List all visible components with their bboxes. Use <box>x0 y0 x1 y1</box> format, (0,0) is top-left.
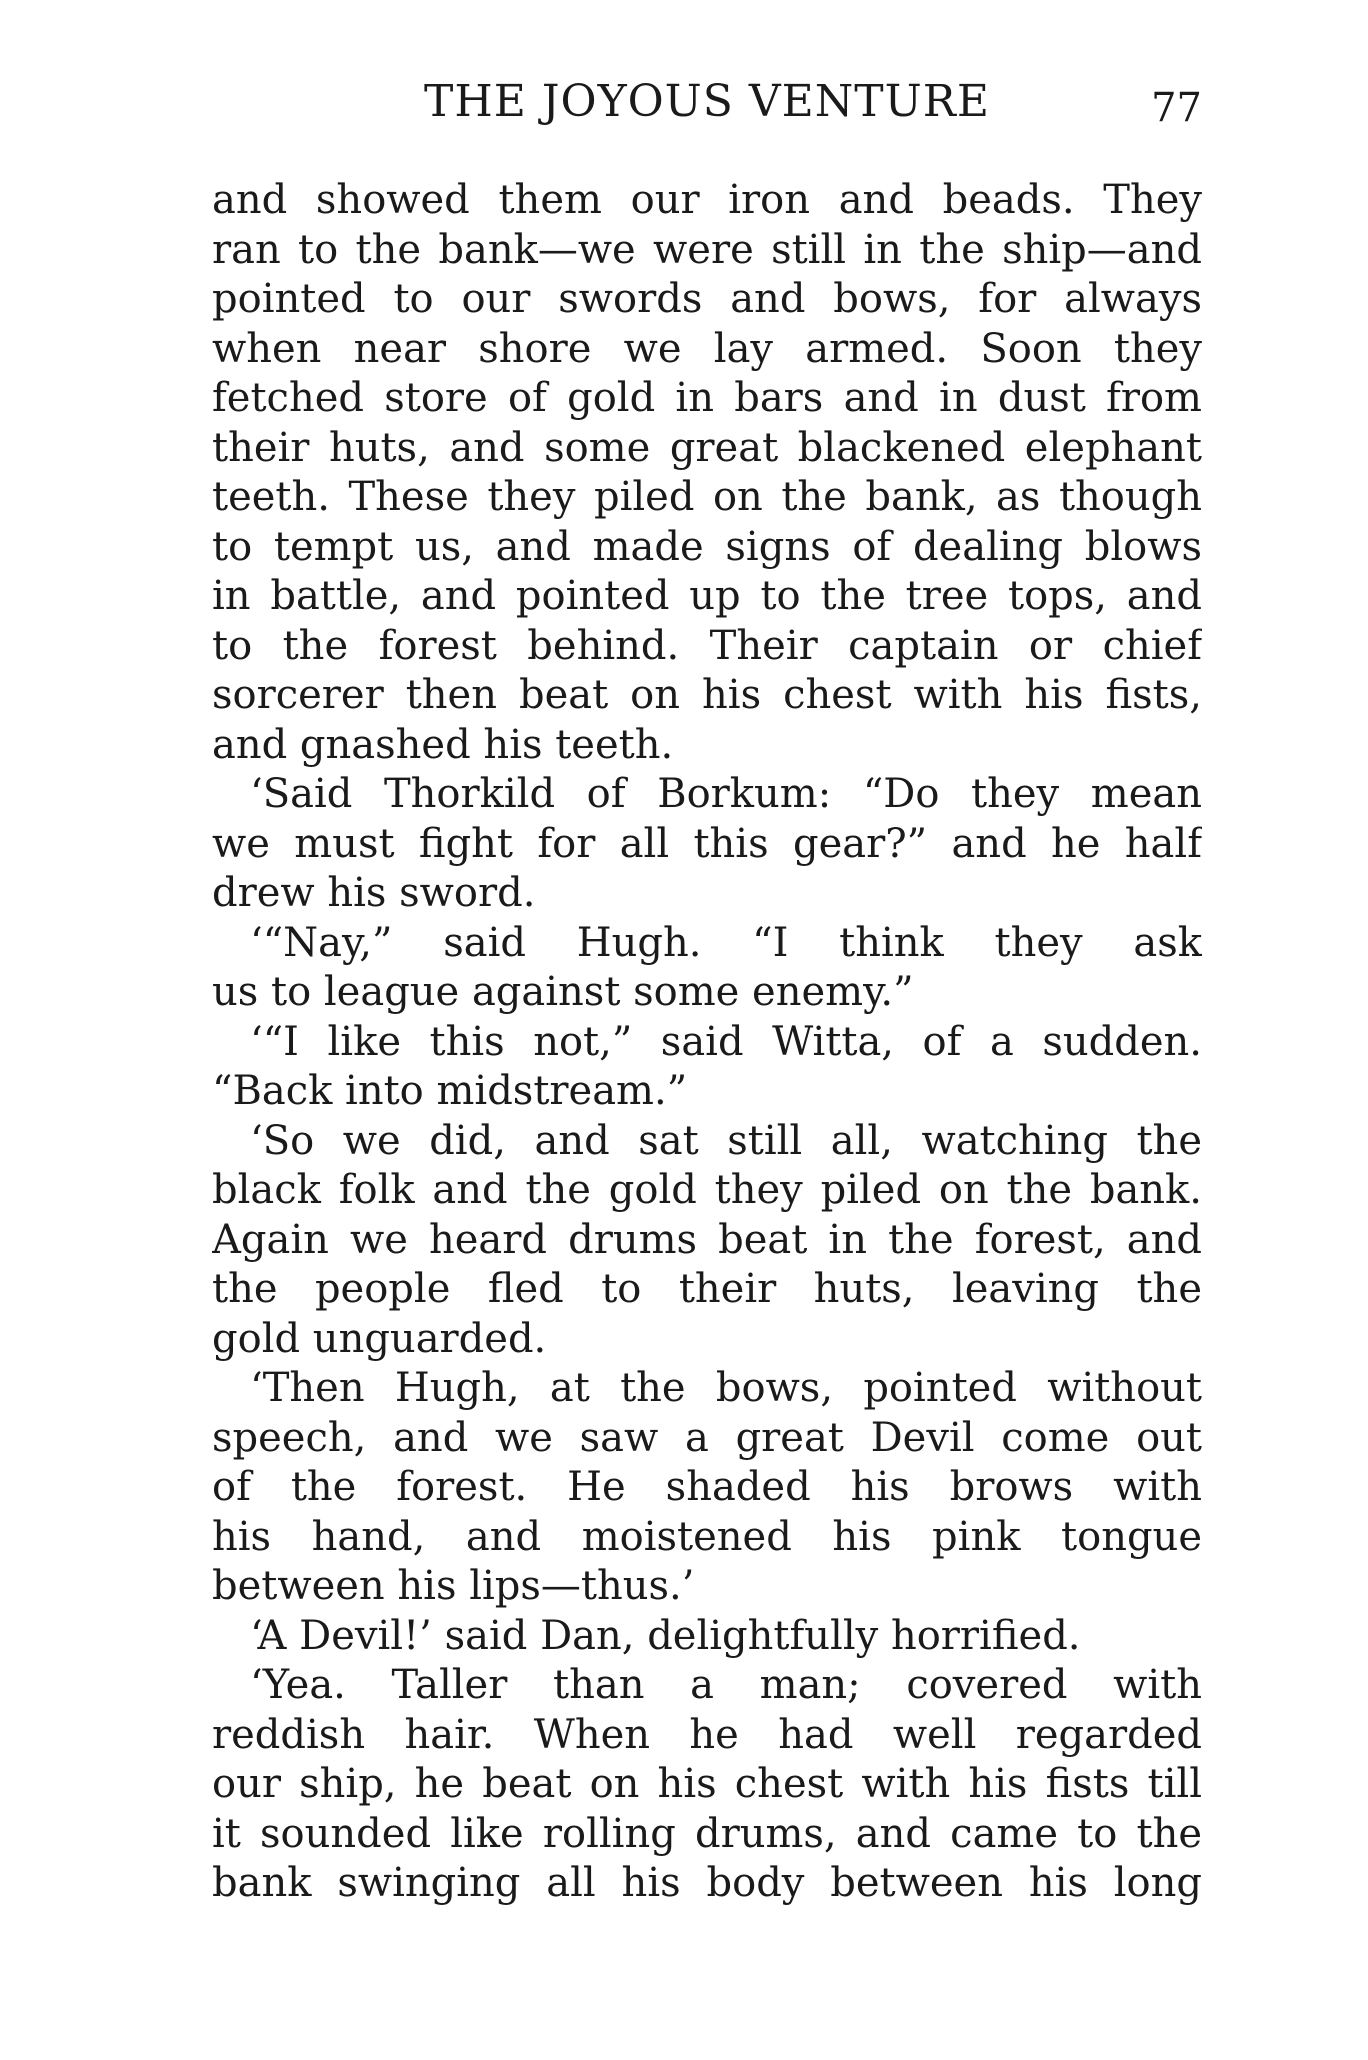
text-line: reddish hair. When he had well regarded <box>212 1711 1202 1758</box>
text-line: black folk and the gold they piled on the bank. <box>212 1167 1202 1213</box>
text-line: ‘A Devil!’ said Dan, delightfully horrified. <box>250 1612 1081 1659</box>
text-line: it sounded like rolling drums, and came to the <box>212 1810 1202 1857</box>
text-line: gold unguarded. <box>212 1315 547 1362</box>
text-line: ‘Then Hugh, at the bows, pointed without <box>250 1365 1202 1411</box>
text-line: ‘So we did, and sat still all, watching the <box>250 1117 1202 1164</box>
text-line: and showed them our iron and beads. They <box>212 177 1202 223</box>
text-line: between his lips—thus.’ <box>212 1563 695 1609</box>
text-line: ‘“Nay,” said Hugh. “I think they ask <box>250 919 1202 966</box>
text-line: we must fight for all this gear?” and he half <box>212 820 1202 867</box>
text-line: ‘Said Thorkild of Borkum: “Do they mean <box>250 771 1202 817</box>
page-number: 77 <box>1151 85 1202 131</box>
text-line: in battle, and pointed up to the tree tops, and <box>212 573 1202 619</box>
text-line: of the forest. He shaded his brows with <box>212 1464 1202 1510</box>
text-line: the people fled to their huts, leaving the <box>212 1266 1202 1312</box>
body-text <box>212 176 1202 1909</box>
text-line: to the forest behind. Their captain or chief <box>212 622 1202 669</box>
text-line: drew his sword. <box>212 870 536 916</box>
running-head <box>212 72 1202 132</box>
text-line: to tempt us, and made signs of dealing blows <box>212 523 1202 570</box>
text-line: when near shore we lay armed. Soon they <box>212 325 1202 372</box>
text-line: ‘“I like this not,” said Witta, of a sudden. <box>250 1018 1202 1065</box>
text-line: speech, and we saw a great Devil come out <box>212 1414 1202 1461</box>
text-line: pointed to our swords and bows, for always <box>212 276 1202 322</box>
text-line: their huts, and some great blackened elephant <box>212 424 1202 471</box>
running-title: THE JOYOUS VENTURE <box>424 76 990 127</box>
text-line: and gnashed his teeth. <box>212 721 674 768</box>
text-line: “Back into midstream.” <box>212 1068 688 1114</box>
text-line: ‘Yea. Taller than a man; covered with <box>250 1662 1202 1708</box>
text-line: our ship, he beat on his chest with his fists till <box>212 1761 1202 1807</box>
text-line: us to league against some enemy.” <box>212 969 914 1015</box>
text-line: Again we heard drums beat in the forest, and <box>212 1216 1202 1263</box>
text-line: ran to the bank—we were still in the ship—and <box>212 226 1202 273</box>
text-line: his hand, and moistened his pink tongue <box>212 1513 1202 1560</box>
text-line: teeth. These they piled on the bank, as though <box>212 474 1202 520</box>
text-line: fetched store of gold in bars and in dust from <box>212 375 1202 421</box>
text-line: sorcerer then beat on his chest with his fists, <box>212 672 1202 718</box>
text-line: bank swinging all his body between his long <box>212 1860 1202 1906</box>
